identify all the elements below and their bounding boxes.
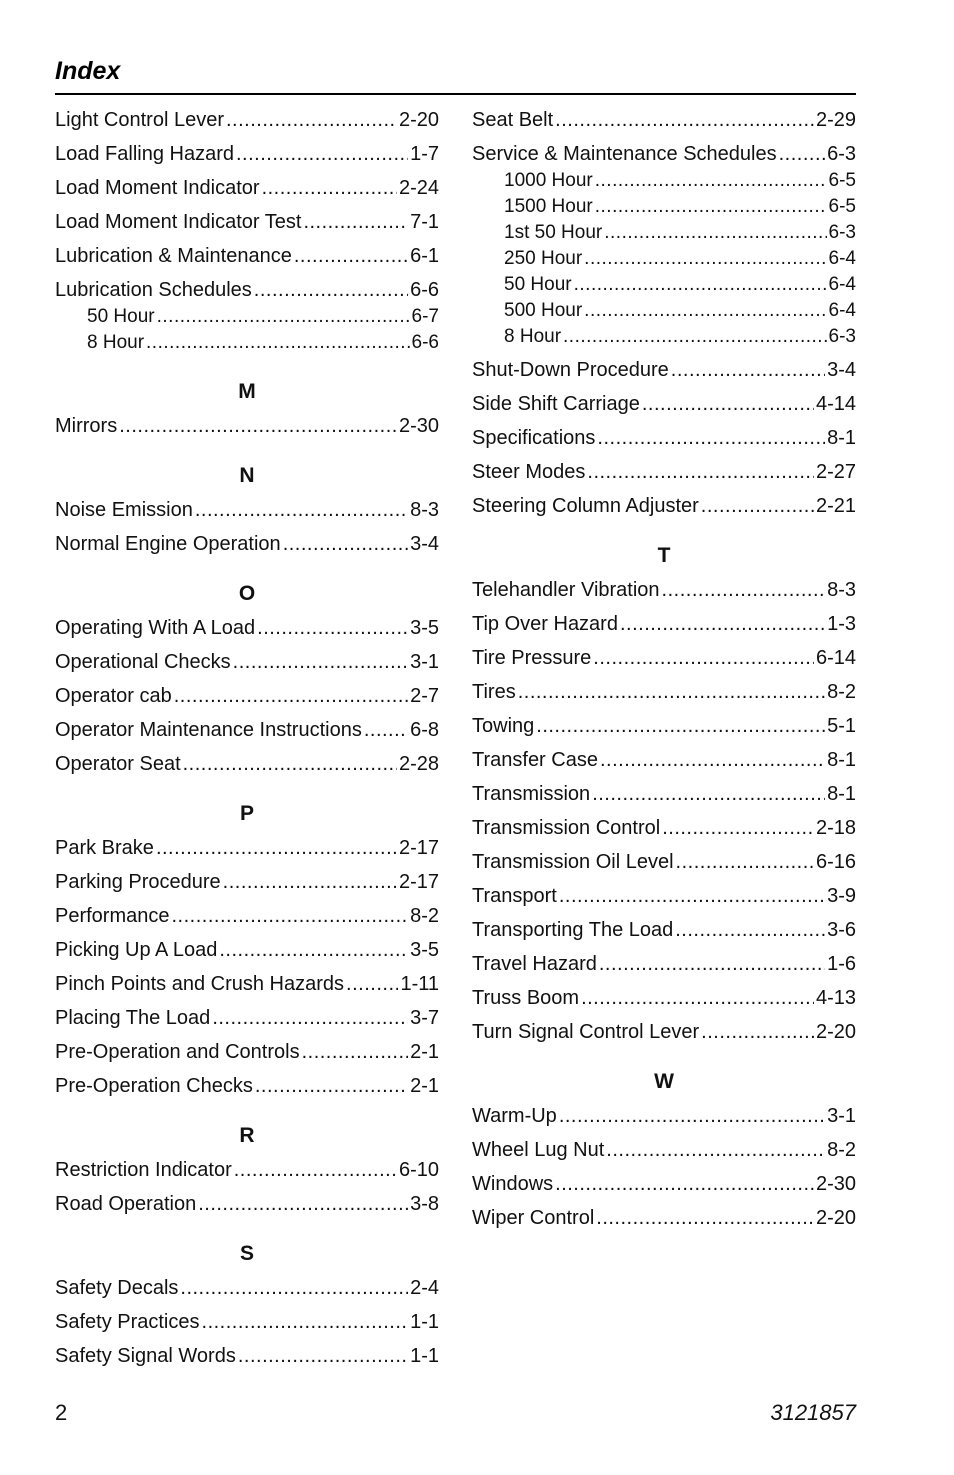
entry-page: 3-4 <box>410 533 439 555</box>
entry-page: 2-24 <box>398 177 439 199</box>
entry-page: 6-3 <box>828 222 856 243</box>
entry-term: 250 Hour <box>504 248 583 269</box>
entry-page: 3-9 <box>827 885 856 907</box>
entry-page: 2-28 <box>398 753 439 775</box>
index-entry <box>55 1310 439 1334</box>
index-entry <box>472 460 856 484</box>
index-entry <box>55 278 439 302</box>
entry-term: Load Moment Indicator Test <box>55 211 302 233</box>
entry-term: Operator Seat <box>55 753 181 775</box>
entry-page: 6-16 <box>815 851 856 873</box>
index-entry <box>55 414 439 438</box>
index-entry <box>55 1158 439 1182</box>
page-title: Index <box>55 57 121 85</box>
dot-leader <box>238 1344 408 1368</box>
dot-leader <box>257 616 408 640</box>
section-letter: O <box>238 582 256 605</box>
index-entry <box>55 718 439 742</box>
dot-leader <box>587 460 814 484</box>
entry-term: Pre-Operation Checks <box>55 1075 253 1097</box>
entry-term: Towing <box>472 715 535 737</box>
entry-page: 8-2 <box>827 1139 856 1161</box>
entry-term: 8 Hour <box>504 326 562 347</box>
entry-page: 6-3 <box>828 326 856 347</box>
entry-page: 8-2 <box>410 905 439 927</box>
dot-leader <box>675 918 825 942</box>
index-entry <box>55 1040 439 1064</box>
index-entry <box>472 426 856 450</box>
entry-page: 6-6 <box>410 279 439 301</box>
entry-page: 6-7 <box>411 306 439 327</box>
index-entry <box>55 972 439 996</box>
dot-leader <box>600 748 825 772</box>
entry-page: 8-2 <box>827 681 856 703</box>
entry-term: Placing The Load <box>55 1007 211 1029</box>
index-entry <box>472 952 856 976</box>
entry-page: 3-7 <box>410 1007 439 1029</box>
dot-leader <box>676 850 814 874</box>
entry-term: Wiper Control <box>472 1207 595 1229</box>
entry-term: Specifications <box>472 427 596 449</box>
dot-leader <box>183 752 397 776</box>
entry-page: 3-5 <box>410 617 439 639</box>
dot-leader <box>255 1074 408 1098</box>
index-entry <box>472 142 856 166</box>
entry-term: Transport <box>472 885 557 907</box>
entry-page: 8-1 <box>827 749 856 771</box>
entry-term: Steering Column Adjuster <box>472 495 699 517</box>
dot-leader <box>599 952 825 976</box>
index-entry <box>472 1138 856 1162</box>
index-entry <box>55 498 439 522</box>
entry-term: Operational Checks <box>55 651 231 673</box>
entry-term: Light Control Lever <box>55 109 224 131</box>
entry-term: Wheel Lug Nut <box>472 1139 605 1161</box>
entry-term: Park Brake <box>55 837 154 859</box>
entry-page: 3-6 <box>827 919 856 941</box>
index-subentry <box>472 248 856 270</box>
entry-page: 1-3 <box>827 613 856 635</box>
dot-leader <box>559 884 825 908</box>
index-entry <box>472 578 856 602</box>
entry-term: Transmission Control <box>472 817 661 839</box>
entry-page: 6-3 <box>827 143 856 165</box>
dot-leader <box>581 986 814 1010</box>
entry-page: 1-6 <box>827 953 856 975</box>
entry-page: 8-1 <box>827 783 856 805</box>
index-subentry <box>472 222 856 244</box>
entry-page: 5-1 <box>827 715 856 737</box>
dot-leader <box>592 782 825 806</box>
entry-page: 6-4 <box>828 274 856 295</box>
entry-term: Safety Practices <box>55 1311 200 1333</box>
entry-term: Operator Maintenance Instructions <box>55 719 362 741</box>
index-subentry <box>472 326 856 348</box>
index-entry <box>55 1006 439 1030</box>
dot-leader <box>226 108 397 132</box>
dot-leader <box>595 170 827 192</box>
entry-page: 2-20 <box>815 1021 856 1043</box>
entry-term: Noise Emission <box>55 499 193 521</box>
index-entry <box>472 494 856 518</box>
entry-term: Operator cab <box>55 685 172 707</box>
entry-term: 1500 Hour <box>504 196 593 217</box>
index-column-left <box>55 98 439 1368</box>
dot-leader <box>620 612 825 636</box>
entry-page: 2-20 <box>398 109 439 131</box>
entry-page: 1-11 <box>400 973 439 995</box>
index-entry <box>55 684 439 708</box>
entry-term: Tire Pressure <box>472 647 592 669</box>
dot-leader <box>236 142 408 166</box>
entry-term: Load Falling Hazard <box>55 143 234 165</box>
dot-leader <box>254 278 408 302</box>
index-entry <box>472 986 856 1010</box>
dot-leader <box>574 274 827 296</box>
entry-term: Picking Up A Load <box>55 939 218 961</box>
entry-term: Transmission Oil Level <box>472 851 674 873</box>
dot-leader <box>597 426 825 450</box>
index-entry <box>472 782 856 806</box>
index-entry <box>55 210 439 234</box>
dot-leader <box>595 196 827 218</box>
section-letter: P <box>239 802 254 825</box>
dot-leader <box>119 414 397 438</box>
entry-page: 6-1 <box>410 245 439 267</box>
index-entry <box>55 836 439 860</box>
index-entry <box>55 532 439 556</box>
index-subentry <box>472 274 856 296</box>
entry-term: Seat Belt <box>472 109 554 131</box>
entry-term: Tires <box>472 681 516 703</box>
dot-leader <box>555 108 814 132</box>
entry-page: 4-14 <box>815 393 856 415</box>
dot-leader <box>364 718 408 742</box>
dot-leader <box>584 300 826 322</box>
dot-leader <box>172 904 409 928</box>
dot-leader <box>584 248 826 270</box>
entry-page: 2-30 <box>398 415 439 437</box>
entry-page: 6-14 <box>815 647 856 669</box>
entry-page: 3-4 <box>827 359 856 381</box>
entry-page: 6-5 <box>828 196 856 217</box>
entry-page: 2-7 <box>410 685 439 707</box>
section-letter: S <box>239 1242 254 1265</box>
entry-term: Lubrication & Maintenance <box>55 245 292 267</box>
index-entry <box>472 358 856 382</box>
index-entry <box>55 650 439 674</box>
entry-term: Performance <box>55 905 170 927</box>
index-entry <box>472 714 856 738</box>
index-entry <box>55 142 439 166</box>
dot-leader <box>202 1310 409 1334</box>
dot-leader <box>302 1040 409 1064</box>
entry-term: Telehandler Vibration <box>472 579 660 601</box>
index-entry <box>55 752 439 776</box>
dot-leader <box>536 714 825 738</box>
index-entry <box>472 1172 856 1196</box>
index-entry <box>55 938 439 962</box>
entry-term: Travel Hazard <box>472 953 597 975</box>
entry-term: Transmission <box>472 783 591 805</box>
entry-term: Restriction Indicator <box>55 1159 232 1181</box>
entry-term: 1st 50 Hour <box>504 222 603 243</box>
entry-term: Windows <box>472 1173 554 1195</box>
dot-leader <box>563 326 827 348</box>
entry-term: Tip Over Hazard <box>472 613 618 635</box>
entry-page: 2-4 <box>410 1277 439 1299</box>
index-entry <box>55 176 439 200</box>
entry-page: 6-5 <box>828 170 856 191</box>
entry-page: 3-5 <box>410 939 439 961</box>
index-entry <box>472 1206 856 1230</box>
dot-leader <box>559 1104 825 1128</box>
index-subentry <box>472 196 856 218</box>
entry-term: Service & Maintenance Schedules <box>472 143 777 165</box>
index-entry <box>55 616 439 640</box>
index-column-right <box>472 98 856 1230</box>
dot-leader <box>212 1006 408 1030</box>
dot-leader <box>701 1020 814 1044</box>
entry-term: 8 Hour <box>87 332 145 353</box>
index-entry <box>55 870 439 894</box>
entry-term: Safety Decals <box>55 1277 179 1299</box>
index-subentry <box>472 300 856 322</box>
index-entry <box>55 108 439 132</box>
entry-page: 8-3 <box>410 499 439 521</box>
dot-leader <box>596 1206 814 1230</box>
entry-term: Warm-Up <box>472 1105 557 1127</box>
index-entry <box>472 850 856 874</box>
entry-term: Steer Modes <box>472 461 586 483</box>
section-letter: N <box>239 464 255 487</box>
index-entry <box>472 816 856 840</box>
title-divider <box>55 93 856 95</box>
entry-page: 4-13 <box>815 987 856 1009</box>
entry-page: 2-1 <box>410 1041 439 1063</box>
index-entry <box>472 748 856 772</box>
index-entry <box>472 1020 856 1044</box>
entry-page: 3-1 <box>827 1105 856 1127</box>
entry-term: Road Operation <box>55 1193 197 1215</box>
index-entry <box>472 108 856 132</box>
dot-leader <box>346 972 398 996</box>
index-entry <box>472 884 856 908</box>
dot-leader <box>157 306 410 328</box>
index-subentry <box>55 306 439 328</box>
dot-leader <box>662 816 814 840</box>
dot-leader <box>518 680 825 704</box>
entry-term: Side Shift Carriage <box>472 393 640 415</box>
dot-leader <box>779 142 825 166</box>
index-entry <box>55 1344 439 1368</box>
index-entry <box>472 1104 856 1128</box>
entry-page: 1-1 <box>410 1311 439 1333</box>
entry-page: 1-7 <box>410 143 439 165</box>
entry-term: Parking Procedure <box>55 871 221 893</box>
section-letter: W <box>654 1070 674 1093</box>
dot-leader <box>701 494 814 518</box>
section-letter: T <box>657 544 671 567</box>
entry-page: 2-18 <box>815 817 856 839</box>
entry-term: Truss Boom <box>472 987 580 1009</box>
entry-term: Load Moment Indicator <box>55 177 260 199</box>
entry-term: Pinch Points and Crush Hazards <box>55 973 345 995</box>
entry-page: 3-8 <box>410 1193 439 1215</box>
entry-page: 8-1 <box>827 427 856 449</box>
dot-leader <box>233 650 408 674</box>
entry-term: Safety Signal Words <box>55 1345 236 1367</box>
entry-page: 2-30 <box>815 1173 856 1195</box>
entry-term: 50 Hour <box>87 306 155 327</box>
section-letter: R <box>239 1124 255 1147</box>
entry-page: 6-8 <box>410 719 439 741</box>
entry-page: 1-1 <box>410 1345 439 1367</box>
index-subentry <box>472 170 856 192</box>
dot-leader <box>593 646 814 670</box>
dot-leader <box>219 938 408 962</box>
index-subentry <box>55 332 439 354</box>
entry-term: Shut-Down Procedure <box>472 359 669 381</box>
entry-term: Pre-Operation and Controls <box>55 1041 300 1063</box>
entry-term: 500 Hour <box>504 300 583 321</box>
entry-term: Lubrication Schedules <box>55 279 252 301</box>
entry-term: 50 Hour <box>504 274 572 295</box>
dot-leader <box>174 684 408 708</box>
dot-leader <box>662 578 826 602</box>
index-entry <box>55 1276 439 1300</box>
entry-page: 2-29 <box>815 109 856 131</box>
entry-page: 6-6 <box>411 332 439 353</box>
dot-leader <box>604 222 826 244</box>
dot-leader <box>671 358 825 382</box>
dot-leader <box>294 244 408 268</box>
index-entry <box>55 244 439 268</box>
entry-term: Normal Engine Operation <box>55 533 281 555</box>
index-entry <box>472 918 856 942</box>
entry-term: Operating With A Load <box>55 617 256 639</box>
entry-page: 2-17 <box>398 871 439 893</box>
entry-page: 2-21 <box>815 495 856 517</box>
entry-page: 2-27 <box>815 461 856 483</box>
dot-leader <box>223 870 397 894</box>
dot-leader <box>234 1158 397 1182</box>
entry-term: Turn Signal Control Lever <box>472 1021 700 1043</box>
entry-page: 3-1 <box>410 651 439 673</box>
page-number: 2 <box>55 1400 68 1425</box>
index-entry <box>472 612 856 636</box>
entry-term: Transporting The Load <box>472 919 674 941</box>
index-entry <box>55 904 439 928</box>
entry-page: 6-4 <box>828 300 856 321</box>
dot-leader <box>555 1172 814 1196</box>
dot-leader <box>198 1192 408 1216</box>
entry-term: 1000 Hour <box>504 170 593 191</box>
entry-page: 2-20 <box>815 1207 856 1229</box>
entry-term: Mirrors <box>55 415 118 437</box>
entry-page: 6-4 <box>828 248 856 269</box>
index-entry <box>472 680 856 704</box>
dot-leader <box>262 176 397 200</box>
entry-page: 8-3 <box>827 579 856 601</box>
dot-leader <box>180 1276 408 1300</box>
dot-leader <box>606 1138 825 1162</box>
index-entry <box>55 1074 439 1098</box>
dot-leader <box>303 210 408 234</box>
entry-page: 7-1 <box>410 211 439 233</box>
dot-leader <box>195 498 408 522</box>
dot-leader <box>642 392 814 416</box>
dot-leader <box>283 532 408 556</box>
entry-page: 6-10 <box>398 1159 439 1181</box>
entry-page: 2-1 <box>410 1075 439 1097</box>
index-entry <box>55 1192 439 1216</box>
document-number: 3121857 <box>770 1400 856 1425</box>
dot-leader <box>156 836 397 860</box>
entry-page: 2-17 <box>398 837 439 859</box>
section-letter: M <box>238 380 256 403</box>
index-entry <box>472 392 856 416</box>
dot-leader <box>146 332 410 354</box>
index-entry <box>472 646 856 670</box>
entry-term: Transfer Case <box>472 749 598 771</box>
